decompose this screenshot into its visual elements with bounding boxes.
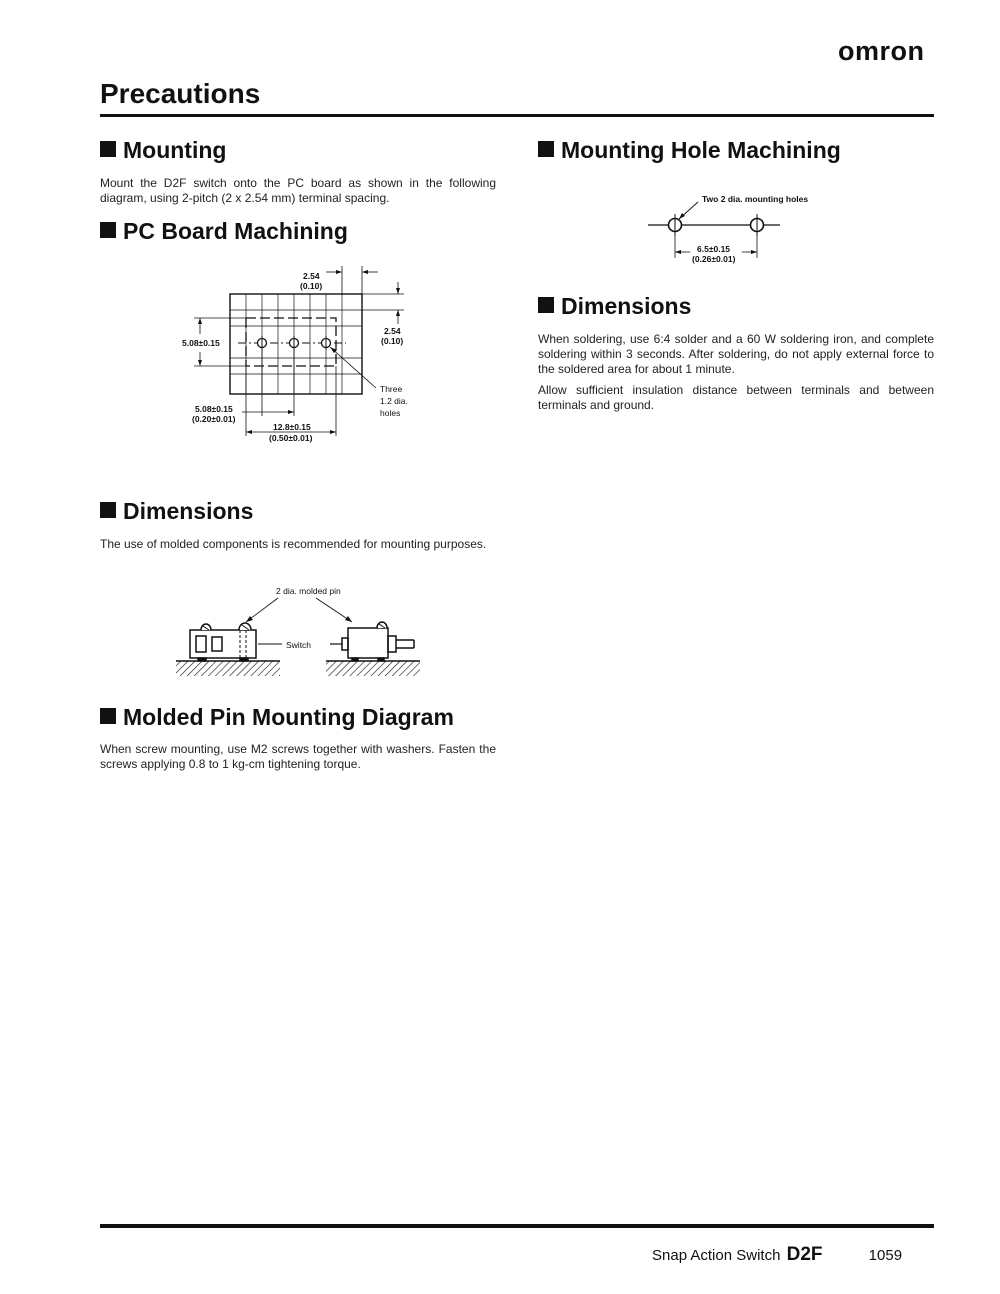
molded-pin-heading-label: Molded Pin Mounting Diagram <box>123 704 454 730</box>
pcb-dim-bottom-left-1: 5.08±0.15 <box>195 404 233 414</box>
mounting-hole-heading <box>538 137 841 164</box>
pcb-holes-label-1: Three <box>380 384 403 394</box>
pc-board-diagram <box>170 262 440 452</box>
mounting-holes-label: Two 2 dia. mounting holes <box>702 194 809 204</box>
footer-product: Snap Action Switch <box>652 1247 781 1264</box>
pcb-dim-right-1: 2.54 <box>384 326 401 336</box>
pcb-dim-bottom-2: (0.50±0.01) <box>269 433 313 443</box>
dimensions-right-text-2: Allow sufficient insulation distance between terminals and between terminals and ground. <box>538 383 934 412</box>
molded-pin-heading <box>100 704 454 731</box>
mounting-heading <box>100 137 226 164</box>
molded-pin-diagram <box>172 580 432 682</box>
mounting-text: Mount the D2F switch onto the PC board as shown in the following diagram, using 2-pitch (2 x 2.54 mm) terminal spacing. <box>100 176 496 205</box>
pcb-dim-right-2: (0.10) <box>381 336 404 346</box>
pcb-dim-top-2: (0.10) <box>300 281 323 291</box>
title-rule <box>100 114 934 117</box>
dimensions-left-heading <box>100 498 253 525</box>
pc-board-heading-label: PC Board Machining <box>123 218 348 244</box>
dimensions-left-text: The use of molded components is recommended for mounting purposes. <box>100 537 487 551</box>
mounting-hole-dim-2: (0.26±0.01) <box>692 254 736 264</box>
bullet-square-icon <box>100 502 116 518</box>
mounting-hole-heading-label: Mounting Hole Machining <box>561 137 841 163</box>
mounting-hole-dim-1: 6.5±0.15 <box>697 244 731 254</box>
pcb-dim-left: 5.08±0.15 <box>182 338 220 348</box>
mounting-heading-label: Mounting <box>123 137 227 163</box>
dimensions-left-heading-label: Dimensions <box>123 498 254 524</box>
footer-rule <box>100 1224 934 1228</box>
dimensions-right-heading-label: Dimensions <box>561 293 692 319</box>
mounting-hole-diagram <box>640 188 840 268</box>
dimensions-right-heading <box>538 293 691 320</box>
pc-board-heading <box>100 218 348 245</box>
molded-pin-label: 2 dia. molded pin <box>276 586 341 596</box>
pcb-dim-top-1: 2.54 <box>303 271 320 281</box>
dimensions-right-text-1: When soldering, use 6:4 solder and a 60 W soldering iron, and complete soldering within 3 seconds. After soldering, do not apply external force to the soldered area for about 1 minute. <box>538 332 934 376</box>
bullet-square-icon <box>100 708 116 724</box>
pcb-dim-bottom-1: 12.8±0.15 <box>273 422 311 432</box>
omron-logo: omron <box>838 36 925 66</box>
page-title: Precautions <box>100 78 261 109</box>
footer-model: D2F <box>786 1244 823 1265</box>
pcb-holes-label-3: holes <box>380 408 401 418</box>
pcb-holes-label-2: 1.2 dia. <box>380 396 408 406</box>
switch-label: Switch <box>286 640 312 650</box>
bullet-square-icon <box>100 222 116 238</box>
page-number: 1059 <box>868 1247 903 1264</box>
pcb-dim-bottom-left-2: (0.20±0.01) <box>192 414 236 424</box>
bullet-square-icon <box>538 297 554 313</box>
page-footer <box>652 1244 902 1266</box>
bullet-square-icon <box>538 141 554 157</box>
bullet-square-icon <box>100 141 116 157</box>
molded-pin-text: When screw mounting, use M2 screws together with washers. Fasten the screws applying 0.8 to 1 kg-cm tightening torque. <box>100 742 496 771</box>
